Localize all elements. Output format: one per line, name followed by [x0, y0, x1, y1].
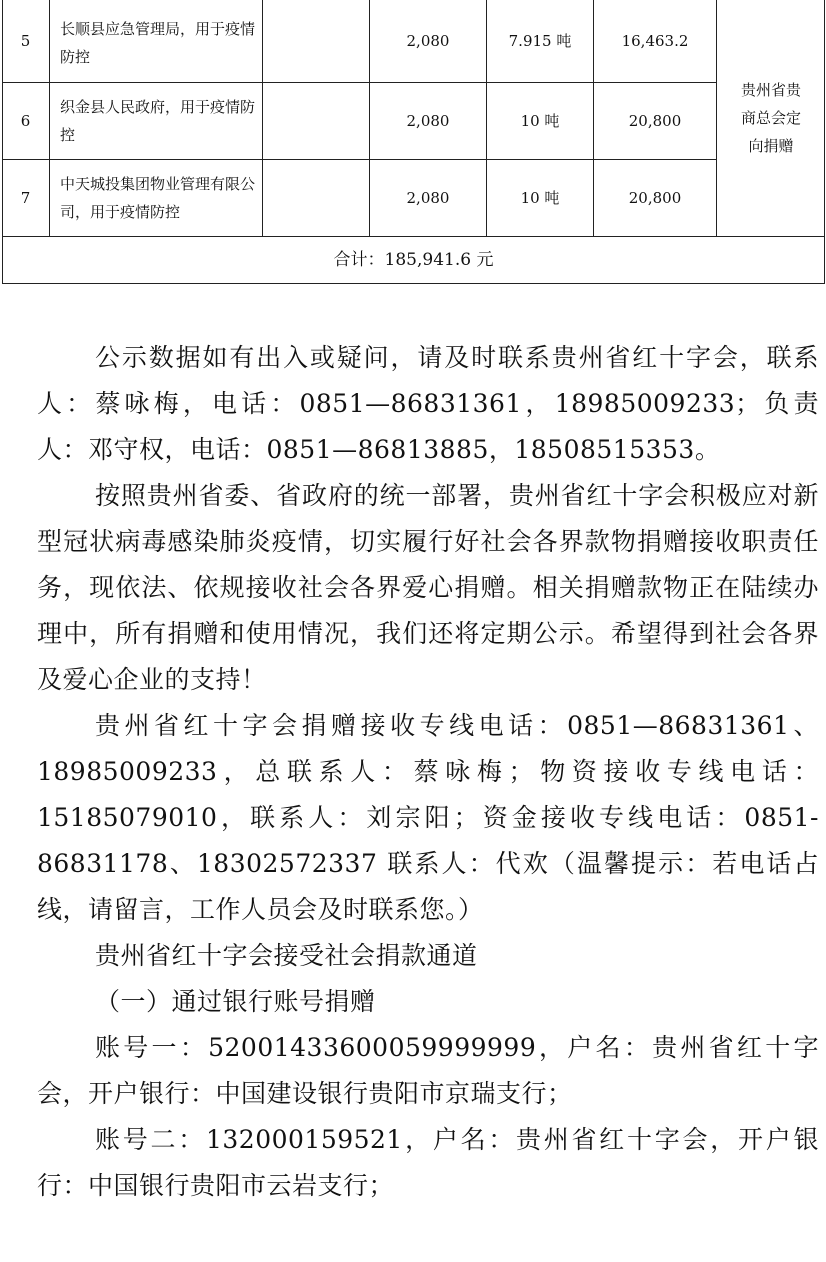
- table-border: [824, 0, 825, 284]
- paragraph-channel-heading: 贵州省红十字会接受社会捐款通道: [95, 941, 478, 970]
- table-cell-no: 5: [20, 32, 31, 50]
- table-divider: [49, 0, 50, 237]
- table-divider: [716, 0, 717, 237]
- table-cell-quantity: 10 吨: [520, 112, 560, 130]
- paragraph-statement: 按照贵州省委、省政府的统一部署，贵州省红十字会积极应对新型冠状病毒感染肺炎疫情，切实履行好社会各界款物捐赠接收职责任务，现依法、依规接收社会各界爱心捐赠。相关捐赠款物正在陆续办理中，所有捐赠和使用情况，我们还将定期公示。希望得到社会各界及爱心企业的支持！: [37, 481, 819, 694]
- table-cell-quantity: 10 吨: [520, 189, 560, 207]
- table-cell-price: 2,080: [406, 112, 450, 130]
- table-cell-quantity: 7.915 吨: [508, 32, 572, 50]
- announcement-body: [37, 335, 819, 1209]
- paragraph-account-two: 账号二：132000159521，户名：贵州省红十字会，开户银行：中国银行贵阳市云岩支行；: [37, 1125, 819, 1200]
- table-cell-amount: 20,800: [628, 112, 682, 130]
- table-cell-price: 2,080: [406, 189, 450, 207]
- donation-table: [0, 0, 826, 284]
- table-cell-amount: 16,463.2: [621, 32, 689, 50]
- table-cell-no: 7: [20, 189, 31, 207]
- table-cell-no: 6: [20, 112, 31, 130]
- table-cell-price: 2,080: [406, 32, 450, 50]
- table-cell-recipient: 织金县人民政府，用于疫情防控: [60, 98, 256, 144]
- paragraph-contact: 公示数据如有出入或疑问，请及时联系贵州省红十字会，联系人：蔡咏梅，电话：0851—86831361，18985009233；负责人：邓守权，电话：0851—86813885，18508515353。: [37, 343, 819, 464]
- table-divider: [262, 0, 263, 237]
- table-cell-recipient: 中天城投集团物业管理有限公司，用于疫情防控: [60, 175, 256, 221]
- table-cell-recipient: 长顺县应急管理局，用于疫情防控: [60, 20, 256, 66]
- table-cell-amount: 20,800: [628, 189, 682, 207]
- paragraph-bank-heading: （一）通过银行账号捐赠: [95, 987, 376, 1016]
- table-divider: [2, 283, 824, 284]
- paragraph-account-one: 账号一：52001433600059999999，户名：贵州省红十字会，开户银行：中国建设银行贵阳市京瑞支行；: [37, 1033, 819, 1108]
- paragraph-hotline: 贵州省红十字会捐赠接收专线电话：0851—86831361、18985009233，总联系人：蔡咏梅；物资接收专线电话：15185079010，联系人：刘宗阳；资金接收专线电话：0851-86831178、18302572337 联系人：代欢（温馨提示：若电话占线，请留言，工作人员会及时联系您。）: [37, 711, 819, 924]
- table-cell-remark: 贵州省贵商总会定向捐赠: [740, 81, 801, 155]
- table-total: 合计：185,941.6 元: [333, 250, 494, 270]
